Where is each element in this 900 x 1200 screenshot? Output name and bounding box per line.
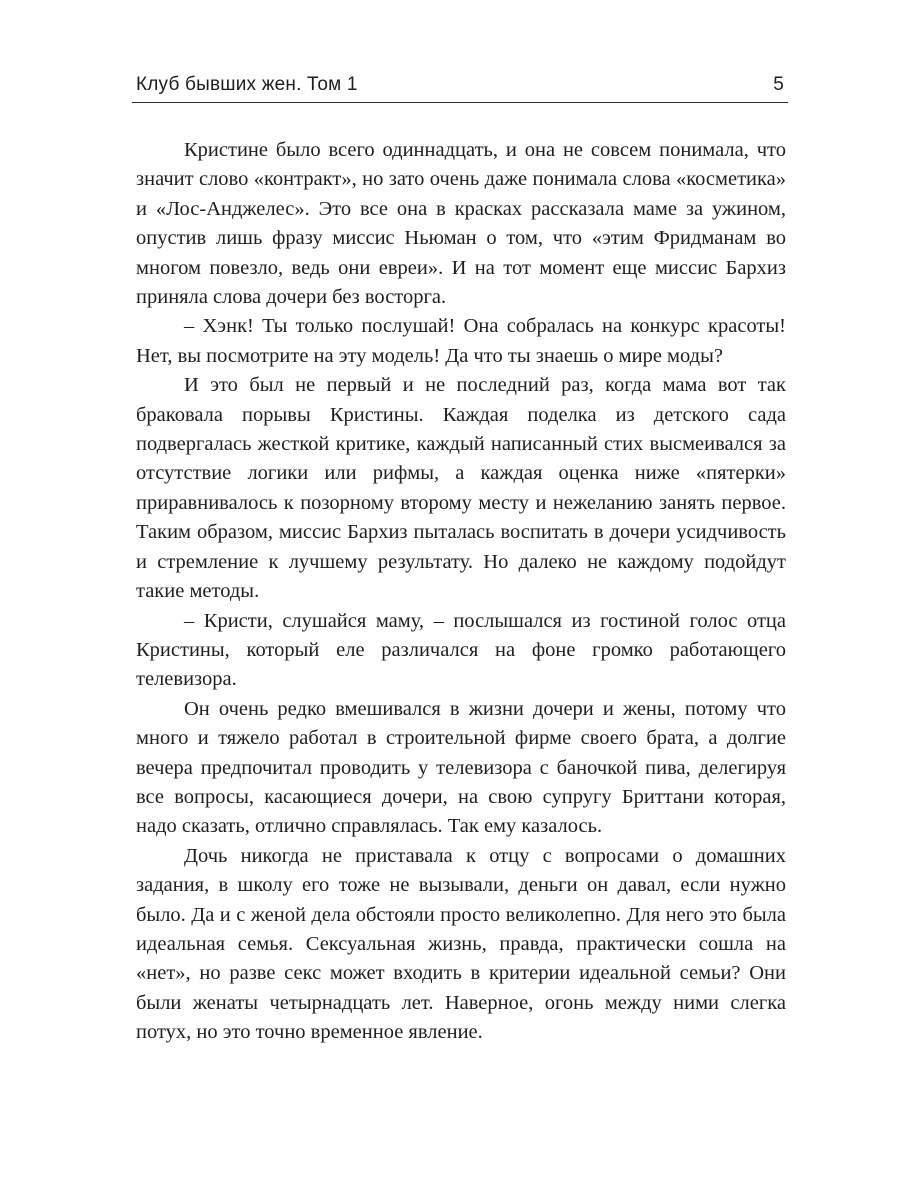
paragraph: – Кристи, слушайся маму, – послышался из гостиной голос отца Кристины, который еле различался на фоне громко работающего телевизора.: [136, 609, 786, 691]
running-header: [132, 68, 788, 103]
paragraph: Кристине было всего одиннадцать, и она не совсем понимала, что значит слово «контракт», но зато очень даже понимала слова «косметика» и «Лос-Анджелес». Это все она в красках рассказала маме за ужином, опустив лишь фразу миссис Ньюман о том, что «этим Фридманам во многом повезло, ведь они евреи». И на тот момент еще миссис Бархиз приняла слова дочери без восторга.: [136, 139, 786, 309]
paragraph: Он очень редко вмешивался в жизни дочери и жены, потому что много и тяжело работал в строительной фирме своего брата, а долгие вечера предпочитал проводить у телевизора с баночкой пива, делегируя все вопросы, касающиеся дочери, на свою супругу Бриттани которая, надо сказать, отлично справлялась. Так ему казалось.: [136, 697, 786, 838]
paragraph: И это был не первый и не последний раз, когда мама вот так браковала порывы Кристины. Каждая поделка из детского сада подвергалась жесткой критике, каждый написанный стих высмеивался за отсутствие логики или рифмы, а каждая оценка ниже «пятерки» приравнивалось к позорному второму месту и нежеланию занять первое. Таким образом, миссис Бархиз пыталась воспитать в дочери усидчивость и стремление к лучшему результату. Но далеко не каждому подойдут такие методы.: [136, 374, 786, 603]
paragraph: – Хэнк! Ты только послушай! Она собралась на конкурс красоты! Нет, вы посмотрите на эту модель! Да что ты знаешь о мире моды?: [136, 315, 786, 367]
paragraph: Дочь никогда не приставала к отцу с вопросами о домашних задания, в школу его тоже не вызывали, деньги он давал, если нужно было. Да и с женой дела обстояли просто великолепно. Для него это была идеальная семья. Сексуальная жизнь, правда, практически сошла на «нет», но разве секс может входить в критерии идеальной семьи? Они были женаты четырнадцать лет. Наверное, огонь между ними слегка потух, но это точно временное явление.: [136, 844, 786, 1044]
book-title: Клуб бывших жен. Том 1: [136, 74, 358, 95]
body-text: [136, 136, 786, 1048]
page-number: 5: [773, 74, 784, 95]
